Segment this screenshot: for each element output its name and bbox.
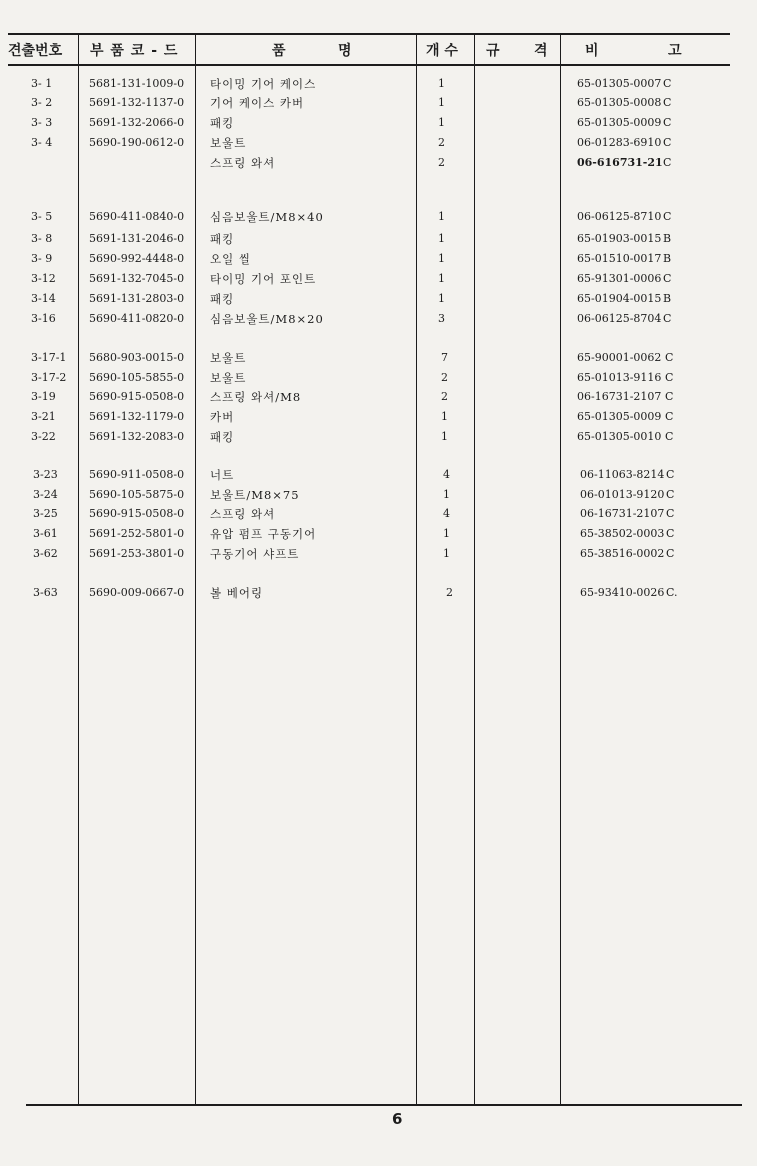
row-qty: 1 (438, 210, 445, 223)
row-qty: 1 (443, 488, 450, 501)
row-code: 5691-252-5801-0 (89, 527, 185, 540)
row-grade: C (665, 430, 674, 443)
row-name: 오일 씰 (210, 252, 251, 266)
header-spec-a: 규 (486, 43, 500, 59)
row-code: 5691-131-2803-0 (89, 292, 185, 305)
row-code: 5690-105-5875-0 (89, 488, 185, 501)
row-note: 65-38502-0003 (580, 527, 665, 540)
row-no: 3- 4 (31, 136, 53, 149)
row-qty: 1 (438, 292, 445, 305)
row-note: 06-01013-9120 (580, 488, 665, 501)
row-no: 3- 1 (31, 77, 53, 90)
row-grade: C (663, 77, 672, 90)
row-grade: C (665, 410, 674, 423)
row-code: 5691-132-1137-0 (89, 96, 185, 109)
row-name: 타이밍 기어 케이스 (210, 77, 317, 91)
row-note: 65-01013-9116 (577, 371, 662, 384)
row-qty: 1 (441, 430, 448, 443)
row-name: 패킹 (210, 116, 235, 130)
header-name-b: 명 (338, 43, 352, 59)
header-no: 견출번호 (8, 43, 63, 59)
row-no: 3-25 (33, 507, 58, 520)
row-qty: 4 (443, 468, 450, 481)
row-name: 심음보울트/M8×40 (210, 210, 324, 224)
row-name: 타이밍 기어 포인트 (210, 272, 317, 286)
row-qty: 4 (443, 507, 450, 520)
header-spec-b: 격 (534, 43, 548, 59)
row-grade: C (666, 547, 675, 560)
row-no: 3- 8 (31, 232, 53, 245)
row-code: 5690-190-0612-0 (89, 136, 185, 149)
header-name-a: 품 (272, 43, 286, 59)
row-no: 3-19 (31, 390, 56, 403)
row-qty: 1 (438, 116, 445, 129)
row-name: 너트 (210, 468, 235, 482)
row-no: 3-62 (33, 547, 58, 560)
row-grade: C (663, 272, 672, 285)
row-no: 3-21 (31, 410, 56, 423)
row-grade: B (663, 252, 672, 265)
row-qty: 1 (438, 272, 445, 285)
row-note: 65-01305-0009 (577, 410, 662, 423)
row-note: 65-01305-0008 (577, 96, 662, 109)
row-note: 65-01305-0007 (577, 77, 662, 90)
row-note: 06-16731-2107 (577, 390, 662, 403)
row-code: 5680-903-0015-0 (89, 351, 185, 364)
row-note: 65-93410-0026 (580, 586, 665, 599)
row-name: 심음보울트/M8×20 (210, 312, 324, 326)
col-divider-3 (416, 34, 417, 1105)
col-divider-5 (560, 34, 561, 1105)
row-no: 3- 9 (31, 252, 53, 265)
row-name: 볼 베어링 (210, 586, 264, 600)
row-grade: C (663, 312, 672, 325)
row-name: 스프링 와셔 (210, 156, 276, 170)
row-code: 5681-131-1009-0 (89, 77, 185, 90)
row-qty: 1 (443, 547, 450, 560)
row-note: 65-01510-0017 (577, 252, 662, 265)
row-qty: 1 (438, 252, 445, 265)
row-no: 3-23 (33, 468, 58, 481)
row-name: 보울트/M8×75 (210, 488, 300, 502)
row-qty: 1 (441, 410, 448, 423)
row-grade: C (666, 468, 675, 481)
col-divider-1 (78, 34, 79, 1105)
row-name: 보울트 (210, 351, 247, 365)
row-no: 3- 2 (31, 96, 53, 109)
row-name: 스프링 와셔/M8 (210, 390, 302, 404)
row-name: 보울트 (210, 371, 247, 385)
row-qty: 2 (441, 390, 448, 403)
row-code: 5690-915-0508-0 (89, 390, 185, 403)
row-code: 5690-411-0820-0 (89, 312, 185, 325)
row-name: 보울트 (210, 136, 247, 150)
row-qty: 2 (446, 586, 453, 599)
row-grade: C (666, 527, 675, 540)
row-qty: 1 (443, 527, 450, 540)
row-qty: 1 (438, 77, 445, 90)
row-grade: C (663, 116, 672, 129)
row-note: 65-90001-0062 (577, 351, 662, 364)
table-bottom-rule (26, 1104, 742, 1106)
header-qty: 개 수 (426, 43, 458, 59)
row-grade: C (666, 488, 675, 501)
row-code: 5691-131-2046-0 (89, 232, 185, 245)
row-note: 65-01903-0015 (577, 232, 662, 245)
row-qty: 2 (438, 136, 445, 149)
row-note: 06-16731-2107 (580, 507, 665, 520)
row-name: 패킹 (210, 430, 235, 444)
row-no: 3-14 (31, 292, 56, 305)
row-code: 5690-915-0508-0 (89, 507, 185, 520)
row-qty: 3 (438, 312, 445, 325)
row-note: 06-06125-8704 (577, 312, 662, 325)
row-no: 3- 3 (31, 116, 53, 129)
row-code: 5690-992-4448-0 (89, 252, 185, 265)
header-code: 부 품 코 - 드 (90, 43, 179, 59)
row-name: 패킹 (210, 292, 235, 306)
header-note-b: 고 (668, 43, 682, 59)
row-grade: C (663, 156, 672, 169)
row-no: 3-17-1 (31, 351, 67, 364)
row-grade: B (663, 232, 672, 245)
row-code: 5690-105-5855-0 (89, 371, 185, 384)
row-note: 65-01305-0010 (577, 430, 662, 443)
row-code: 5691-132-7045-0 (89, 272, 185, 285)
row-no: 3-61 (33, 527, 58, 540)
header-note-a: 비 (585, 43, 599, 59)
row-no: 3-17-2 (31, 371, 67, 384)
row-grade: B (663, 292, 672, 305)
row-no: 3- 5 (31, 210, 53, 223)
row-code: 5691-132-2066-0 (89, 116, 185, 129)
row-grade: C (665, 390, 674, 403)
row-grade: C (663, 136, 672, 149)
row-note: 65-38516-0002 (580, 547, 665, 560)
row-name: 카버 (210, 410, 235, 424)
col-divider-2 (195, 34, 196, 1105)
col-divider-4 (474, 34, 475, 1105)
row-name: 유압 펌프 구동기어 (210, 527, 317, 541)
row-note: 65-01305-0009 (577, 116, 662, 129)
row-grade: C (665, 371, 674, 384)
row-grade: C (665, 351, 674, 364)
row-code: 5690-009-0667-0 (89, 586, 185, 599)
row-note: 06-01283-6910 (577, 136, 662, 149)
row-note: 06-616731-21 (577, 156, 663, 169)
row-no: 3-22 (31, 430, 56, 443)
row-qty: 7 (441, 351, 448, 364)
page-number: 6 (392, 1110, 403, 1128)
row-qty: 1 (438, 96, 445, 109)
row-no: 3-16 (31, 312, 56, 325)
row-qty: 2 (438, 156, 445, 169)
header-bottom-rule (8, 64, 730, 66)
row-qty: 1 (438, 232, 445, 245)
row-qty: 2 (441, 371, 448, 384)
row-name: 기어 케이스 카버 (210, 96, 305, 110)
row-code: 5691-253-3801-0 (89, 547, 185, 560)
row-note: 65-91301-0006 (577, 272, 662, 285)
row-grade: C (663, 96, 672, 109)
row-grade: C. (666, 586, 678, 599)
row-no: 3-24 (33, 488, 58, 501)
row-note: 06-11063-8214 (580, 468, 665, 481)
row-note: 06-06125-8710 (577, 210, 662, 223)
row-note: 65-01904-0015 (577, 292, 662, 305)
row-name: 스프링 와셔 (210, 507, 276, 521)
row-code: 5690-911-0508-0 (89, 468, 185, 481)
row-code: 5691-132-2083-0 (89, 430, 185, 443)
row-code: 5691-132-1179-0 (89, 410, 185, 423)
row-no: 3-63 (33, 586, 58, 599)
row-code: 5690-411-0840-0 (89, 210, 185, 223)
row-no: 3-12 (31, 272, 56, 285)
row-name: 패킹 (210, 232, 235, 246)
row-grade: C (666, 507, 675, 520)
row-grade: C (663, 210, 672, 223)
table-top-rule (8, 33, 730, 35)
row-name: 구동기어 샤프트 (210, 547, 300, 561)
